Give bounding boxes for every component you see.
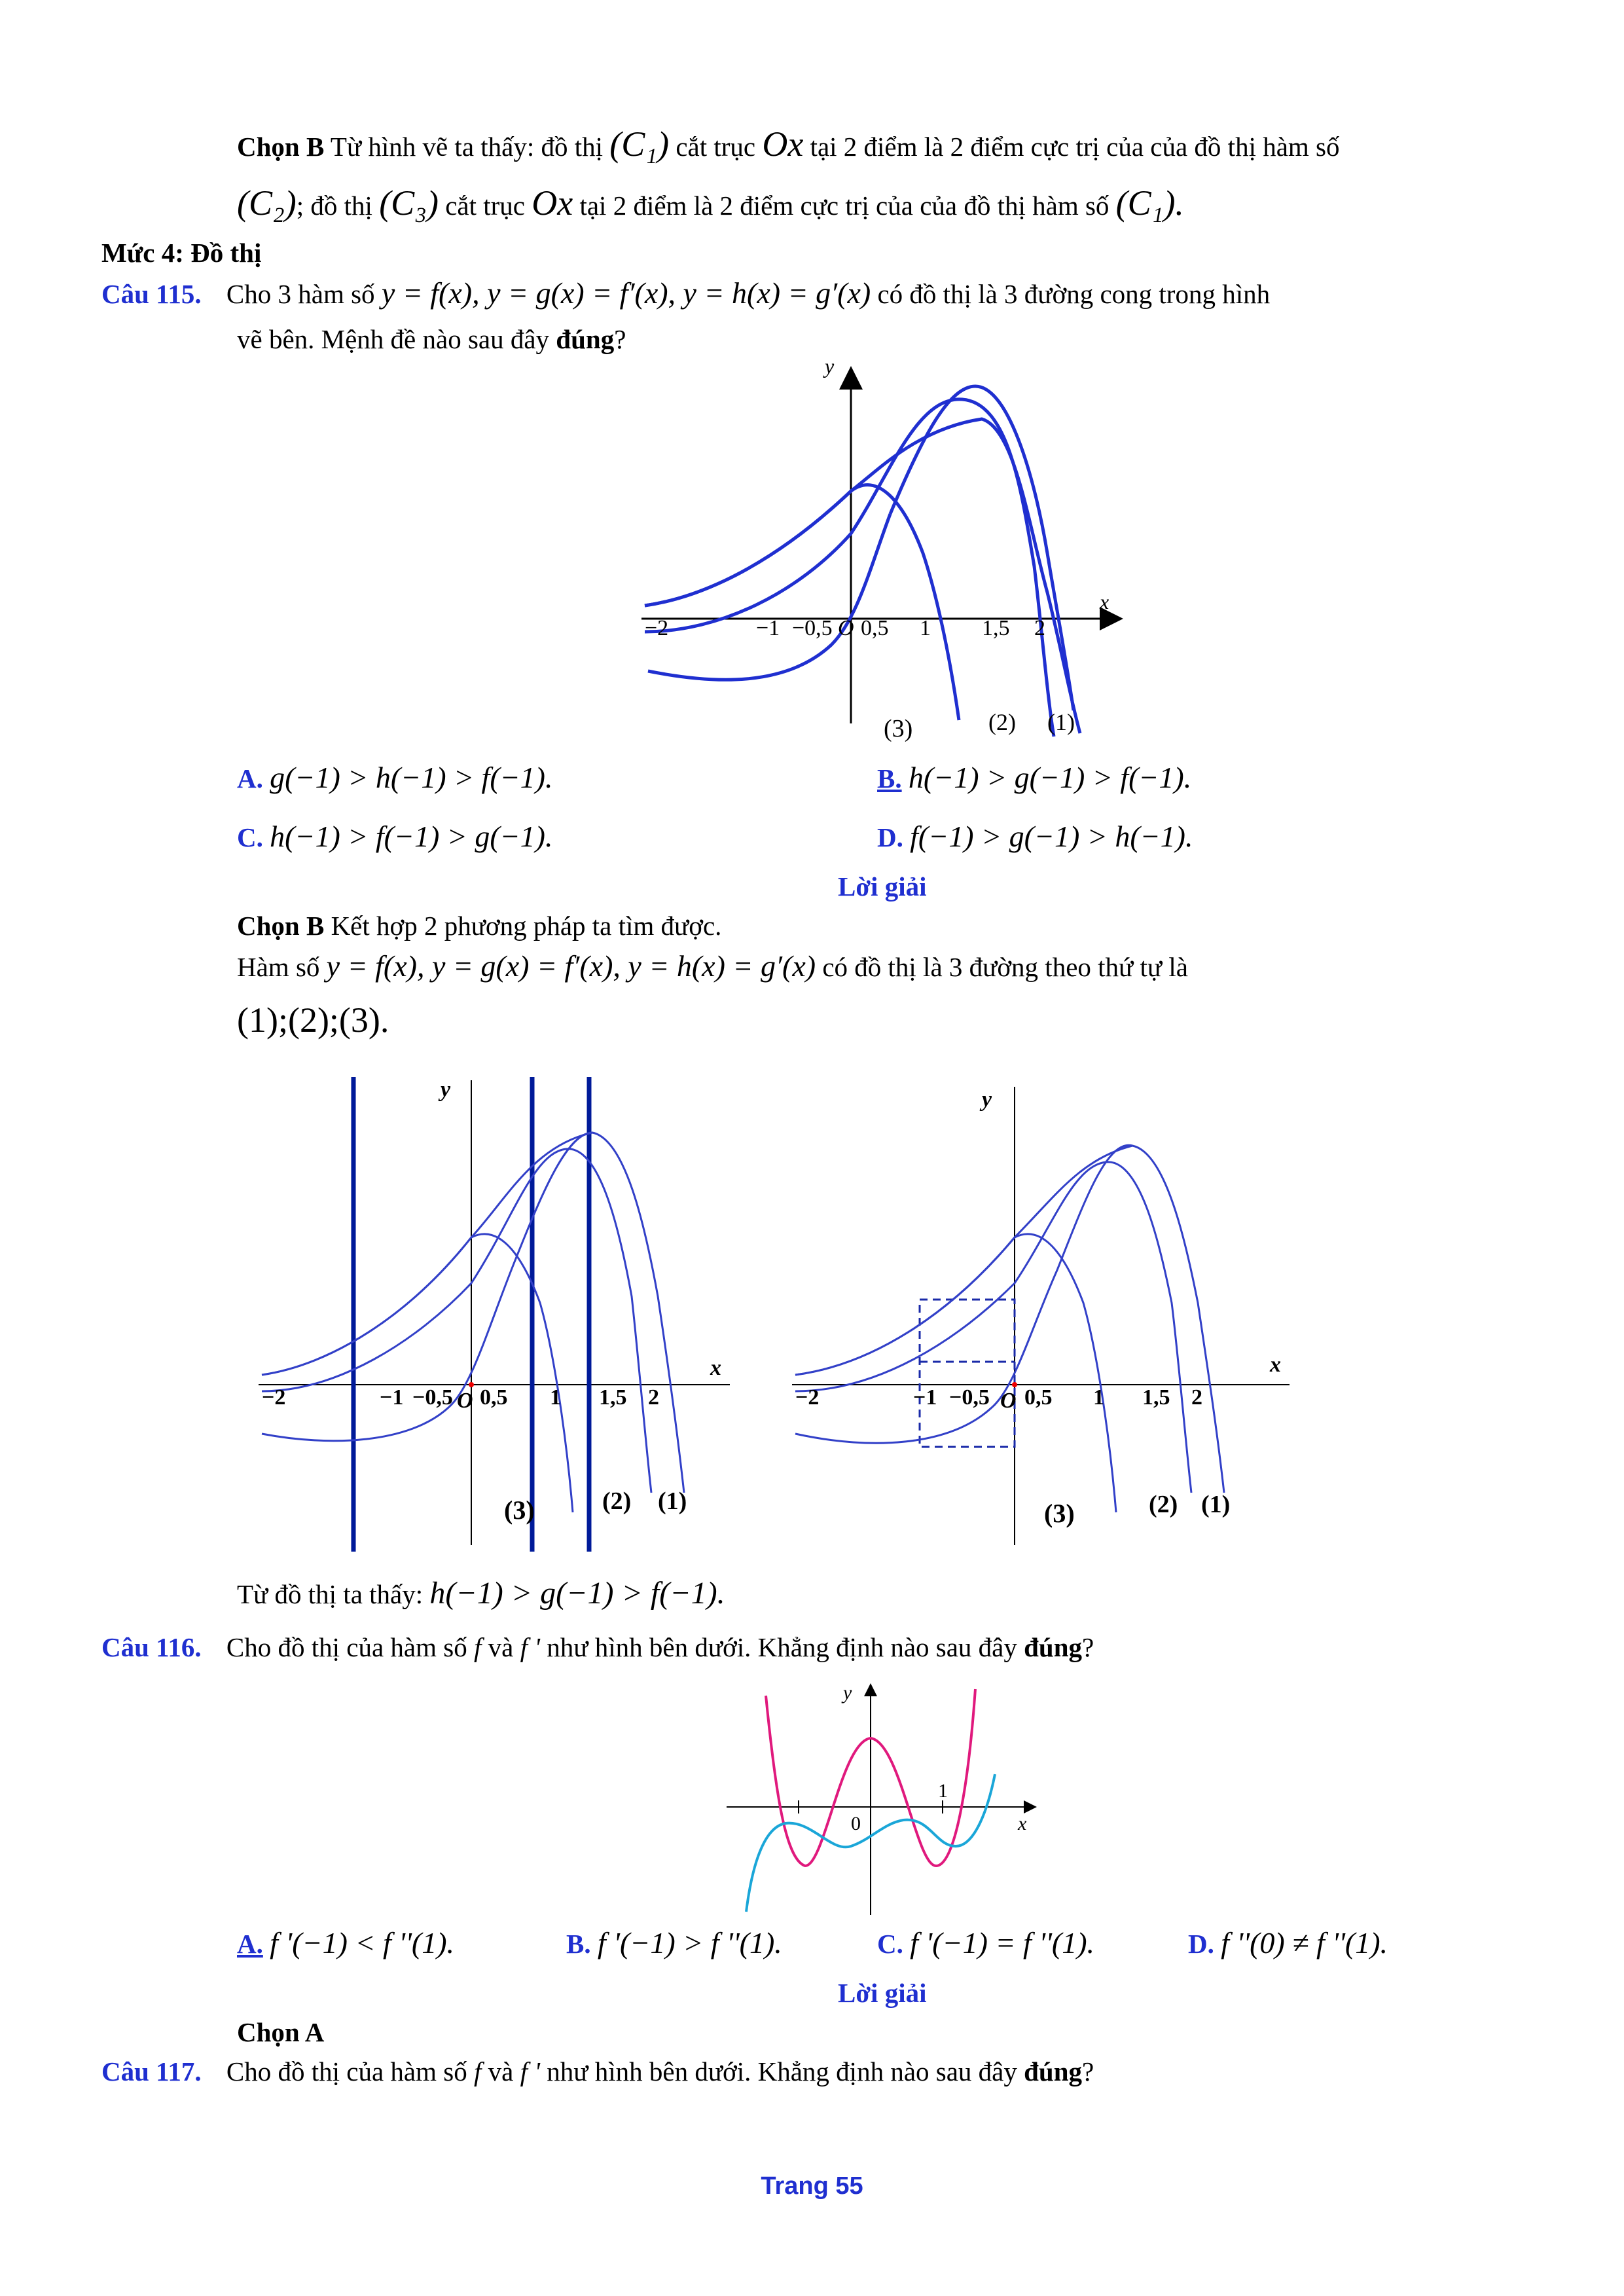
q115-stem-a: Cho 3 hàm số [226, 279, 375, 309]
q115-stem-b: có đồ thị là 3 đường cong trong hình [877, 279, 1271, 309]
q116-solution-title: Lời giải [838, 1978, 927, 2008]
curve-label-2: (2) [988, 709, 1016, 735]
q116-figure [720, 1676, 1047, 1918]
q116-stem-c: như hình bên dưới. Khẳng định nào sau đây [547, 1632, 1017, 1662]
tick-05: 0,5 [1024, 1385, 1053, 1410]
q116-option-a[interactable] [237, 1925, 454, 1962]
curve-label-2: (2) [1149, 1491, 1178, 1518]
curve-1 [262, 1133, 684, 1493]
q115-solution-figure-right [792, 1080, 1296, 1552]
q115-funcs: y = f(x), y = g(x) = f′(x), y = h(x) = g′(x) [381, 276, 871, 310]
tick-m1: −1 [913, 1385, 937, 1410]
q115-stem-c: vẽ bên. Mệnh đề nào sau đây [237, 324, 550, 354]
curve-3 [645, 485, 959, 720]
q115-conclusion [237, 1575, 725, 1613]
q117-stem [101, 2053, 1094, 2090]
q116-option-d-text: f ''(0) ≠ f ''(1). [1221, 1926, 1388, 1959]
origin-label: O [838, 616, 854, 640]
curve-label-1: (1) [1047, 709, 1075, 735]
intro-text-b: cắt trục [676, 132, 756, 162]
tick-15: 1,5 [1142, 1385, 1170, 1410]
q115-option-c-label: C. [237, 822, 263, 852]
curve-label-3: (3) [1044, 1499, 1075, 1528]
q117-stem-b: và [488, 2056, 514, 2086]
tick-1: 1 [550, 1385, 561, 1410]
tick-2: 2 [1034, 616, 1045, 640]
tick-m2: −2 [645, 616, 669, 640]
q115-label: Câu 115. [101, 279, 202, 309]
y-label: y [441, 1078, 451, 1102]
q115-sol-line-1 [237, 907, 721, 944]
tick-05: 0,5 [480, 1385, 508, 1410]
y-label: y [825, 357, 835, 378]
q116-option-d-label: D. [1188, 1929, 1214, 1959]
q116-label: Câu 116. [101, 1632, 202, 1662]
q116-option-c-label: C. [877, 1929, 903, 1959]
intro-text-d: ; đồ thị [296, 191, 372, 221]
origin-label: O [1000, 1389, 1017, 1413]
curve-3 [262, 1234, 573, 1512]
tick-m05: −0,5 [949, 1385, 990, 1410]
q117-stem-c: như hình bên dưới. Khẳng định nào sau đây [547, 2056, 1017, 2086]
q115-sol-label: Chọn B [237, 911, 325, 941]
q115-sol-text-1: Kết hợp 2 phương pháp ta tìm được. [331, 911, 722, 941]
q115-option-d-text: f(−1) > g(−1) > h(−1). [910, 820, 1193, 853]
q116-option-b-text: f '(−1) > f ''(1). [597, 1926, 782, 1959]
page-footer: Trang 55 [761, 2172, 863, 2200]
q115-stem-line-2 [237, 321, 626, 357]
q117-stem-a: Cho đồ thị của hàm số [226, 2056, 467, 2086]
curve-3 [795, 1234, 1116, 1512]
q115-stem-line-1 [101, 275, 1270, 312]
tick-05: 0,5 [861, 616, 889, 640]
q115-sol-text-2b: có đồ thị là 3 đường theo thứ tự là [822, 952, 1188, 982]
intro-c3: (C₃) [379, 183, 439, 223]
intro-c1: (C₁) [609, 124, 670, 164]
x-label: x [1018, 1813, 1027, 1834]
q116-fp: f ' [520, 1632, 541, 1662]
q115-option-c-text: h(−1) > f(−1) > g(−1). [270, 820, 553, 853]
q115-option-a[interactable] [237, 759, 553, 797]
q117-stem-q: ? [1082, 2056, 1094, 2086]
curve-2 [645, 399, 1054, 737]
tick-m1: −1 [756, 616, 780, 640]
q115-conclusion-math: h(−1) > g(−1) > f(−1). [429, 1576, 725, 1611]
q117-label: Câu 117. [101, 2056, 202, 2086]
q116-sol-label: Chọn A [237, 2017, 325, 2047]
q117-fp: f ' [520, 2056, 541, 2086]
q115-option-c[interactable] [237, 818, 553, 856]
q115-option-b-label: B. [877, 763, 902, 793]
x-label: x [1100, 590, 1110, 613]
curve-label-1: (1) [1201, 1491, 1231, 1518]
tick-2: 2 [1191, 1385, 1202, 1410]
q115-solution-title: Lời giải [838, 871, 927, 902]
intro-choice-label: Chọn B [237, 132, 325, 162]
one-label: 1 [938, 1780, 948, 1802]
zero-label: 0 [851, 1813, 861, 1834]
intro-c1b: (C₁). [1115, 183, 1184, 223]
q115-sol-line-2 [237, 948, 1188, 985]
q116-option-a-label: A. [237, 1929, 263, 1959]
q115-option-d-label: D. [877, 822, 903, 852]
q115-sol-order: (1);(2);(3). [237, 1000, 389, 1040]
intro-text-c: tại 2 điểm là 2 điểm cực trị của của đồ thị hàm số [810, 132, 1340, 162]
origin-label: O [457, 1389, 473, 1413]
origin-dot [469, 1382, 474, 1387]
y-label: y [982, 1087, 992, 1112]
q115-option-b[interactable] [877, 759, 1191, 797]
q116-option-a-text: f '(−1) < f ''(1). [270, 1926, 455, 1959]
q115-option-a-label: A. [237, 763, 263, 793]
intro-line-1 [237, 126, 1340, 165]
q117-f: f [473, 2056, 482, 2086]
intro-ox2: Ox [532, 183, 573, 223]
tick-m05: −0,5 [792, 616, 833, 640]
q116-stem-b: và [488, 1632, 514, 1662]
tick-m1: −1 [380, 1385, 404, 1410]
q116-stem-bold: đúng [1024, 1632, 1083, 1662]
tick-15: 1,5 [599, 1385, 627, 1410]
curve-label-3: (3) [884, 715, 913, 742]
intro-line-2 [237, 185, 1184, 224]
q116-option-c[interactable] [877, 1925, 1094, 1962]
q116-stem [101, 1629, 1094, 1666]
q116-f: f [473, 1632, 482, 1662]
curve-1 [795, 1146, 1224, 1493]
tick-m2: −2 [262, 1385, 286, 1410]
tick-1: 1 [920, 616, 931, 640]
tick-2: 2 [648, 1385, 659, 1410]
intro-ox: Ox [762, 124, 804, 164]
q115-sol-funcs: y = f(x), y = g(x) = f′(x), y = h(x) = g′(x) [326, 949, 816, 983]
q116-option-b[interactable] [566, 1925, 782, 1962]
intro-c2: (C₂) [237, 183, 297, 223]
curve-label-3: (3) [504, 1495, 535, 1525]
q115-option-a-text: g(−1) > h(−1) > f(−1). [270, 761, 553, 794]
q115-option-d[interactable] [877, 818, 1193, 856]
q117-stem-bold: đúng [1024, 2056, 1083, 2086]
q115-option-b-text: h(−1) > g(−1) > f(−1). [908, 761, 1192, 794]
q115-conclusion-text: Từ đồ thị ta thấy: [237, 1579, 424, 1609]
q116-option-c-text: f '(−1) = f ''(1). [910, 1926, 1095, 1959]
section-title: Mức 4: Đồ thị [101, 238, 262, 268]
intro-text-f: tại 2 điểm là 2 điểm cực trị của của đồ thị hàm số [579, 191, 1110, 221]
q115-stem-q: ? [614, 324, 626, 354]
intro-text-a: Từ hình vẽ ta thấy: đồ thị [330, 132, 604, 162]
intro-text-e: cắt trục [445, 191, 525, 221]
origin-dot [1012, 1382, 1017, 1387]
tick-m2: −2 [795, 1385, 820, 1410]
tick-15: 1,5 [982, 616, 1010, 640]
q115-stem-bold: đúng [556, 324, 615, 354]
curve-label-2: (2) [602, 1487, 632, 1515]
x-label: x [1270, 1353, 1281, 1377]
q115-figure [641, 357, 1132, 756]
q116-stem-a: Cho đồ thị của hàm số [226, 1632, 467, 1662]
q115-solution-figure-left [259, 1067, 736, 1552]
x-label: x [710, 1356, 721, 1380]
tick-1: 1 [1093, 1385, 1104, 1410]
q116-option-b-label: B. [566, 1929, 591, 1959]
q116-stem-q: ? [1082, 1632, 1094, 1662]
tick-m05: −0,5 [412, 1385, 453, 1410]
y-label: y [843, 1682, 852, 1704]
q115-sol-text-2a: Hàm số [237, 952, 320, 982]
curve-label-1: (1) [658, 1487, 687, 1515]
q116-option-d[interactable] [1188, 1925, 1388, 1962]
